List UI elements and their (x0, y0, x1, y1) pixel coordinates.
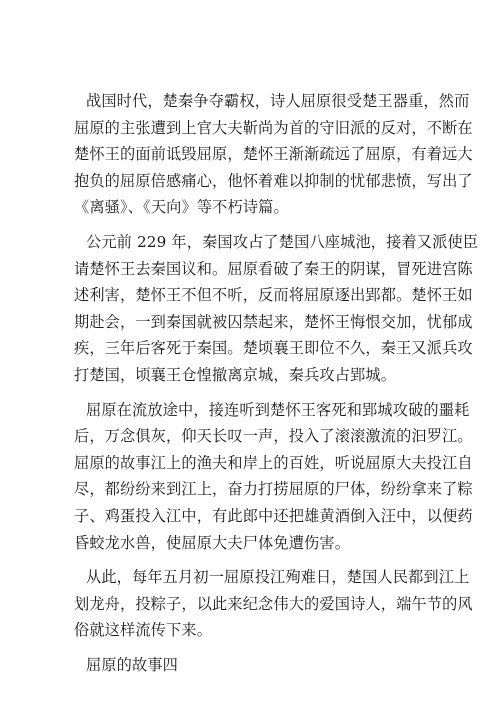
paragraph-line: 从此，每年五月初一屈原投江殉难日，楚国人民都到江上 (86, 568, 470, 587)
paragraph-line: 昏蛟龙水兽，使屈原大夫尸体免遭伤害。 (74, 533, 351, 552)
paragraph-line: 战国时代，楚秦争夺霸权，诗人屈原很受楚王器重，然而 (86, 92, 470, 110)
paragraph-line: 《离骚》、《天向》等不朽诗篇。 (74, 198, 289, 217)
paragraph-2 (74, 229, 479, 389)
paragraph-line: 期赴会，一到秦国就被囚禁起来，楚怀王悔恨交加，忧郁成 (74, 312, 473, 331)
paragraph-line: 打楚国，顷襄王仓惶撤离京城，秦兵攻占郢城。 (74, 365, 397, 384)
paragraph-line: 楚怀王的面前诋毁屈原，楚怀王渐渐疏远了屈原，有着远大 (74, 145, 473, 164)
document-body (74, 88, 479, 678)
paragraph-1 (74, 88, 473, 221)
section-heading (74, 652, 432, 679)
paragraph-line: 抱负的屈原倍感痛心，他怀着难以抑制的忧郁悲愤，写出了 (74, 171, 473, 190)
paragraph-line: 公元前 229 年，秦国攻占了楚国八座城池，接着又派使臣 (86, 232, 479, 251)
paragraph-gap (74, 556, 432, 564)
paragraph-line: 述利害，楚怀王不但不听，反而将屈原逐出郢都。楚怀王如 (74, 286, 473, 305)
paragraph-line: 疾，三年后客死于秦国。楚顷襄王即位不久，秦王又派兵攻 (74, 339, 473, 358)
paragraph-line: 请楚怀王去秦国议和。屈原看破了秦王的阴谋，冒死进宫陈 (74, 259, 473, 278)
paragraph-line: 划龙舟，投粽子，以此来纪念伟大的爱国诗人，端午节的风 (74, 594, 473, 613)
paragraph-line: 子、鸡蛋投入江中，有此郎中还把雄黄酒倒入汪中，以便药 (74, 506, 473, 525)
section-heading-text: 屈原的故事四 (86, 655, 179, 674)
paragraph-3 (74, 397, 473, 557)
paragraph-gap (74, 644, 432, 652)
paragraph-line: 屈原在流放途中，接连听到楚怀王客死和郢城攻破的噩耗 (86, 400, 470, 419)
paragraph-line: 尽，都纷纷来到江上，奋力打捞屈原的尸体，纷纷拿来了粽 (74, 480, 473, 499)
paragraph-line: 后，万念俱灰，仰天长叹一声，投入了滚滚激流的汩罗江。 (74, 427, 473, 446)
paragraph-4 (74, 564, 473, 644)
paragraph-line: 屈原的主张遭到上官大夫靳尚为首的守旧派的反对，不断在 (74, 118, 473, 137)
paragraph-gap (74, 221, 432, 229)
paragraph-gap (74, 389, 432, 397)
paragraph-line: 俗就这样流传下来。 (74, 621, 213, 640)
paragraph-line: 屈原的故事江上的渔夫和岸上的百姓，听说屈原大夫投江自 (74, 453, 473, 472)
